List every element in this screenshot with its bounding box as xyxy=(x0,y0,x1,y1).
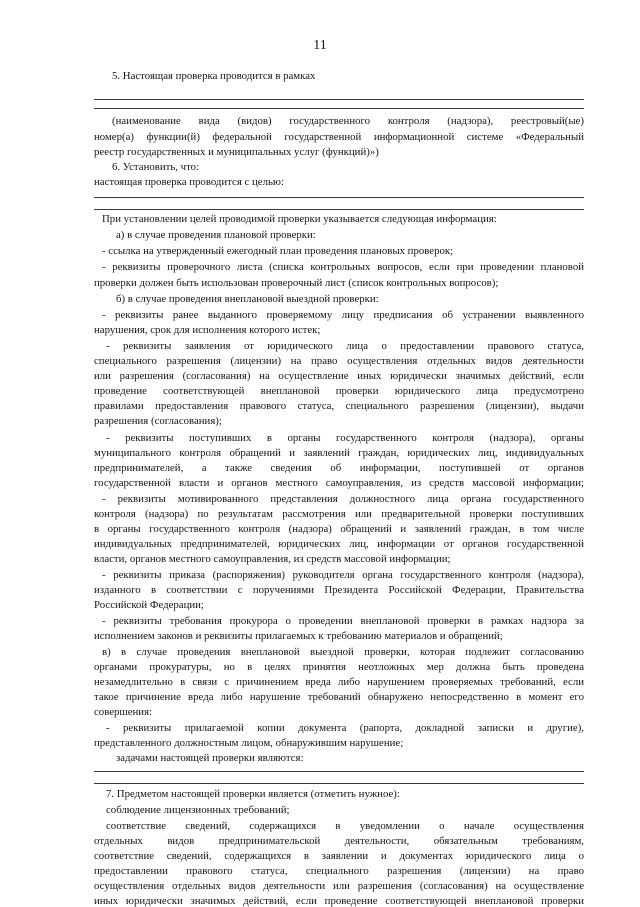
text-line: иных юридически значимых действий, если проведение соответствующей внеплановой проверки xyxy=(94,895,584,907)
text-line: в) в случае проведения внеплановой выездной проверки, которая подлежит согласованию xyxy=(102,646,584,658)
text-line: 5. Настоящая проверка проводится в рамках xyxy=(112,70,316,82)
text-line: в органы государственного контроля (надзора) обращений и заявлений граждан, в том числе xyxy=(94,523,584,535)
text-line: предпринимателей, а также сведения об информации, поступившей от органов xyxy=(94,462,584,474)
text-line: задачами настоящей проверки являются: xyxy=(116,752,304,764)
text-line: предоставлении правового статуса, специального разрешения (лицензии) на право xyxy=(94,865,584,877)
text-line: совершения: xyxy=(94,706,153,718)
text-line: осуществления отдельных видов деятельности или разрешения (согласования) на осуществление xyxy=(94,880,584,892)
text-line: - реквизиты заявления от юридического лица о предоставлении правового статуса, xyxy=(106,340,584,352)
fill-line xyxy=(94,209,584,210)
fill-line xyxy=(94,99,584,100)
text-line: органами прокуратуры, но в целях принятия неотложных мер должна быть проведена xyxy=(94,661,584,673)
text-line: номер(а) функции(й) федеральной государственной информационной системе «Федеральный xyxy=(94,131,584,143)
text-line: или разрешения (согласования) на осуществление иных юридически значимых действий, если xyxy=(94,370,584,382)
text-line: индивидуальных предпринимателей, юридических лиц, информации от органов государственной xyxy=(94,538,584,550)
text-line: - реквизиты прилагаемой копии документа (рапорта, докладной записки и другие), xyxy=(106,722,584,734)
text-line: а) в случае проведения плановой проверки: xyxy=(116,229,316,241)
text-line: соответствие сведений, содержащихся в заявлении и документах юридического лица о xyxy=(94,850,584,862)
text-line: 7. Предметом настоящей проверки является (отметить нужное): xyxy=(106,788,400,800)
text-line: государственной власти и органов местного самоуправления, из средств массовой информации; xyxy=(94,477,584,489)
text-line: нарушения, срок для исполнения которого истек; xyxy=(94,324,321,336)
text-line: настоящая проверка проводится с целью: xyxy=(94,176,284,188)
text-line: (наименование вида (видов) государственного контроля (надзора), реестровый(ые) xyxy=(112,115,584,127)
text-line: соблюдение лицензионных требований; xyxy=(106,804,290,816)
text-line: муниципального контроля обращений и заявлений граждан, юридических лиц, индивидуальных xyxy=(94,447,584,459)
fill-line xyxy=(94,771,584,772)
text-line: - реквизиты проверочного листа (списка контрольных вопросов, если при проведении плановой xyxy=(102,261,584,273)
text-line: - реквизиты требования прокурора о проведении внеплановой проверки в рамках надзора за xyxy=(102,615,584,627)
text-line: - ссылка на утвержденный ежегодный план проведения плановых проверок; xyxy=(102,245,454,257)
text-line: представленного должностным лицом, обнаружившим нарушение; xyxy=(94,737,404,749)
text-line: 6. Установить, что: xyxy=(112,161,200,173)
text-line: проведение соответствующей внеплановой проверки юридического лица предусмотрено xyxy=(94,385,584,397)
text-line: соответствие сведений, содержащихся в уведомлении о начале осуществления xyxy=(106,820,584,832)
text-line: проверки должен быть использован проверочный лист (список контрольных вопросов); xyxy=(94,277,499,289)
text-line: исполнением законов и реквизиты прилагаемых к требованию материалов и обращений; xyxy=(94,630,503,642)
text-line: б) в случае проведения внеплановой выездной проверки: xyxy=(116,293,379,305)
text-line: такое причинение вреда либо нарушение требований обнаружено непосредственно в момент его xyxy=(94,691,584,703)
text-line: Российской Федерации; xyxy=(94,599,204,611)
text-line: реестр государственных и муниципальных услуг (функций)») xyxy=(94,146,379,158)
fill-line xyxy=(94,197,584,198)
page-number: 11 xyxy=(313,38,327,53)
text-line: изданного в соответствии с поручениями Президента Российской Федерации, Правительства xyxy=(94,584,584,596)
text-line: - реквизиты ранее выданного проверяемому лицу предписания об устранении выявленного xyxy=(102,309,584,321)
text-line: - реквизиты мотивированного представления должностного лица органа государственного xyxy=(102,493,584,505)
text-line: незамедлительно в связи с причинением вреда либо нарушением проверяемых требований, если xyxy=(94,676,584,688)
fill-line xyxy=(94,783,584,784)
text-line: разрешения (согласования); xyxy=(94,415,222,427)
text-line: специального разрешения (лицензии) на право осуществления отдельных видов деятельности xyxy=(94,355,584,367)
text-line: отдельных видов предпринимательской деятельности, обязательным требованиям, xyxy=(94,835,584,847)
text-line: - реквизиты приказа (распоряжения) руководителя органа государственного контроля (надзора), xyxy=(102,569,584,581)
fill-line xyxy=(94,108,584,109)
text-line: власти, органов местного самоуправления, из средств массовой информации; xyxy=(94,553,451,565)
text-line: При установлении целей проводимой проверки указывается следующая информация: xyxy=(102,213,497,225)
text-line: - реквизиты поступивших в органы государственного контроля (надзора), органы xyxy=(106,432,584,444)
text-line: правилами предоставления правового статуса, специального разрешения (лицензии), выдачи xyxy=(94,400,584,412)
text-line: контроля (надзора) по результатам рассмотрения или предварительной проверки поступивших xyxy=(94,508,584,520)
